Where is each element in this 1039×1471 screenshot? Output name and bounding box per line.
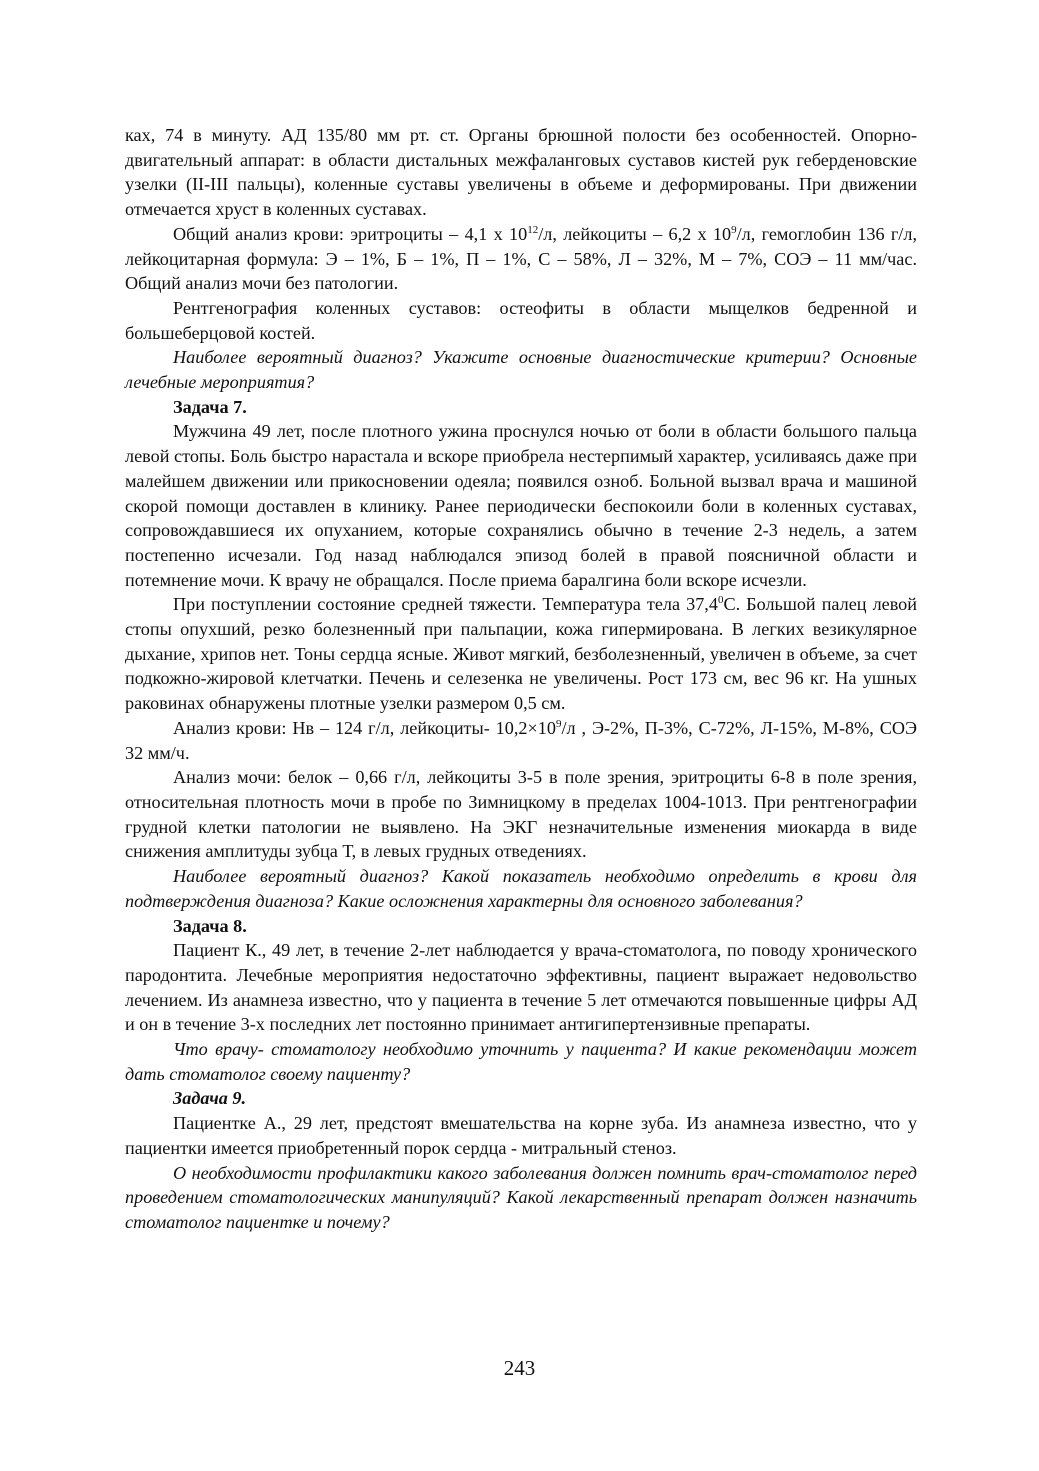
text-segment: /л, лейкоциты – 6,2 х 10 <box>538 223 732 244</box>
text-segment: Анализ крови: Нв – 124 г/л, лейкоциты- 10,2×10 <box>173 717 556 738</box>
text-segment: При поступлении состояние средней тяжести. Температура тела 37,4 <box>173 594 718 615</box>
superscript: 0 <box>717 594 724 607</box>
question-task-9: О необходимости профилактики какого заболевания должен помнить врач-стоматолог перед проведением стоматологических манипуляций? Какой лекарственный препарат должен назначить стоматолог пациентке и почему? <box>125 1162 917 1232</box>
question-task-7: Наиболее вероятный диагноз? Какой показатель необходимо определить в крови для подтверждения диагноза? Какие осложнения характерны для основного заболевания? <box>125 866 917 911</box>
superscript: 12 <box>527 223 539 236</box>
question-task-8: Что врачу- стоматологу необходимо уточнить у пациента? И какие рекомендации может дать стоматолог своему пациенту? <box>125 1039 917 1084</box>
heading-task-7: Задача 7. <box>173 396 247 417</box>
paragraph-task-8: Пациент К., 49 лет, в течение 2-лет наблюдается у врача-стоматолога, по поводу хронического пародонтита. Лечебные мероприятия недостаточно эффективны, пациент выражает недовольство лечением. Из анамнеза известно, что у пациента в течение 5 лет отмечаются повышенные цифры АД и он в течение 3-х последних лет постоянно принимает антигипертензивные препараты. <box>125 940 917 1035</box>
paragraph-task-9: Пациентке А., 29 лет, предстоят вмешательства на корне зуба. Из анамнеза известно, что у пациентки имеется приобретенный порок сердца - митральный стеноз. <box>125 1113 917 1158</box>
heading-task-9: Задача 9. <box>173 1088 247 1109</box>
heading-task-8: Задача 8. <box>173 915 247 936</box>
text-segment: Общий анализ крови: эритроциты – 4,1 х 10 <box>173 223 528 244</box>
text-segment: С. Большой палец левой стопы опухший, резко болезненный при пальпации, кожа гипермирована. В легких везикулярное дыхание, хрипов нет. Тоны сердца ясные. Живот мягкий, безболезненный, увеличен в объеме, за счет подкожно-жировой клетчатки. Печень и селезенка не увеличены. Рост 173 см, вес 96 кг. На ушных раковинах обнаружены плотные узелки размером 0,5 см. <box>125 594 918 714</box>
paragraph-blood-test-6 <box>125 222 917 296</box>
text-segment: /л, гемоглобин 136 г/л, лейкоцитарная формула: Э – 1%, Б – 1%, П – 1%, С – 58%, Л – 32%, М – 7%, СОЭ – 11 мм/час. Общий анализ мочи без патологии. <box>125 223 917 294</box>
superscript: 9 <box>731 223 737 236</box>
paragraph-task-7-blood <box>125 716 917 765</box>
text-segment: /л , Э-2%, П-3%, С-72%, Л-15%, М-8%, СОЭ 32 мм/ч. <box>125 717 918 763</box>
page-number: 243 <box>503 1356 536 1380</box>
paragraph-xray-knees: Рентгенография коленных суставов: остеофиты в области мыщелков бедренной и большеберцовой костей. <box>125 297 917 343</box>
paragraph-task-7-history: Мужчина 49 лет, после плотного ужина проснулся ночью от боли в области большого пальца левой стопы. Боль быстро нарастала и вскоре приобрела нестерпимый характер, усиливаясь даже при малейшем движении или прикосновении одеяла; появился озноб. Больной вызвал врача и машиной скорой помощи доставлен в клинику. Ранее периодически беспокоили боли в коленных суставах, сопровождавшиеся их опуханием, которые сохранялись обычно в течение 2-3 недель, а затем постепенно исчезали. Год назад наблюдался эпизод болей в правой поясничной области и потемнение мочи. К врачу не обращался. После приема баралгина боли вскоре исчезли. <box>125 421 917 590</box>
paragraph-exam-findings: ках, 74 в минуту. АД 135/80 мм рт. ст. Органы брюшной полости без особенностей. Опорно-двигательный аппарат: в области дистальных межфаланговых суставов кистей рук геберденовские узелки (II-III пальцы), коленные суставы увеличены в объеме и деформированы. При движении отмечается хруст в коленных суставах. <box>125 125 917 220</box>
paragraph-task-7-urine: Анализ мочи: белок – 0,66 г/л, лейкоциты 3-5 в поле зрения, эритроциты 6-8 в поле зрения, относительная плотность мочи в пробе по Зимницкому в пределах 1004-1013. При рентгенографии грудной клетки патологии не выявлено. На ЭКГ незначительные изменения миокарда в виде снижения амплитуды зубца Т, в левых грудных отведениях. <box>125 767 917 862</box>
superscript: 9 <box>555 717 562 730</box>
document-body <box>125 123 917 1235</box>
paragraph-task-7-admission <box>125 592 917 716</box>
question-task-6: Наиболее вероятный диагноз? Укажите основные диагностические критерии? Основные лечебные мероприятия? <box>125 347 917 393</box>
